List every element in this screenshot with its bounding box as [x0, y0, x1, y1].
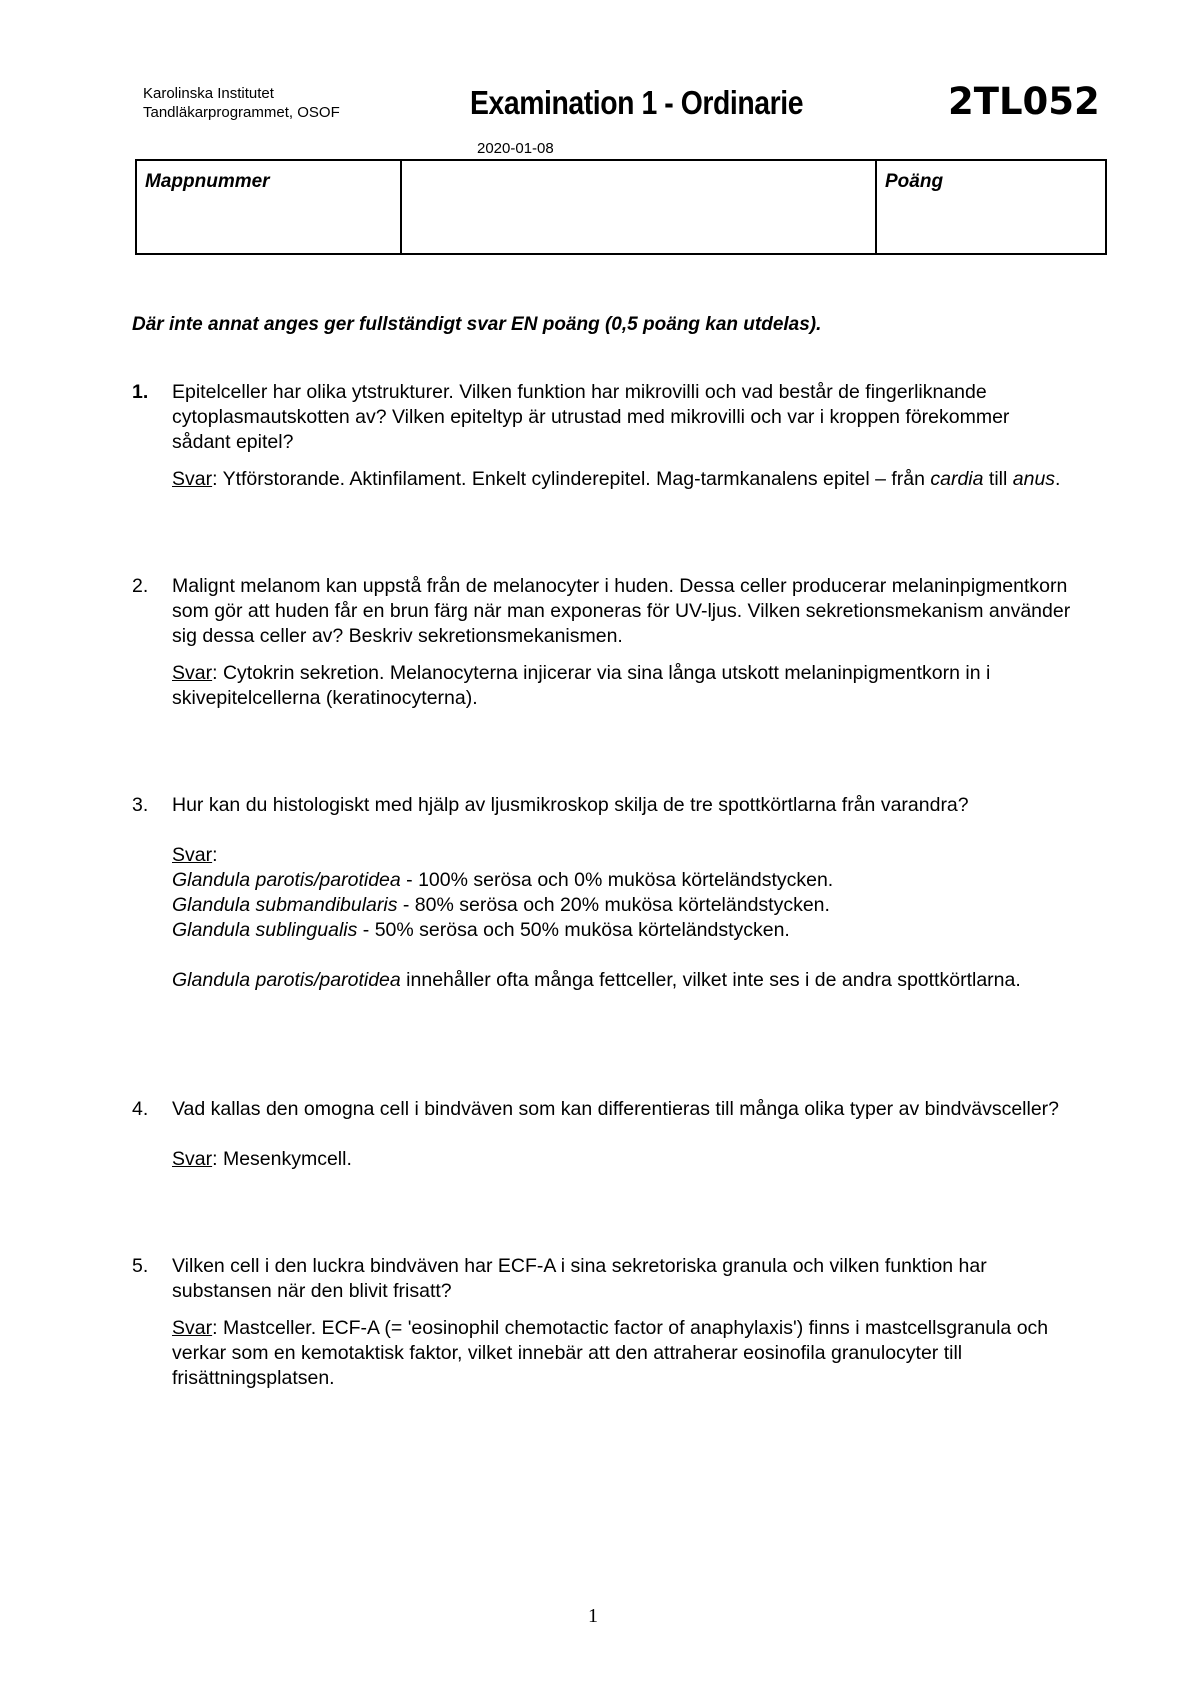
answer-text: :	[212, 844, 218, 866]
answer-text: till	[983, 468, 1013, 490]
instructions: Där inte annat anges ger fullständigt svar EN poäng (0,5 poäng kan utdelas).	[132, 314, 822, 335]
question-text: Epitelceller har olika ytstrukturer. Vilken funktion har mikrovilli och vad består de fingerliknande cytoplasmautskotten av? Vilken epiteltyp är utrustad med mikrovilli och var i kroppen förekommer sådant epitel?	[172, 381, 1010, 453]
answer-text: - 100% serösa och 0% mukösa körteländstycken.	[400, 869, 834, 891]
gland-name: Glandula parotis/parotidea	[172, 869, 401, 891]
mappnummer-label: Mappnummer	[137, 161, 402, 253]
answer-label: Svar	[172, 662, 213, 684]
question-text: Hur kan du histologiskt med hjälp av ljusmikroskop skilja de tre spottkörtlarna från varandra?	[172, 794, 969, 816]
answer-line	[172, 868, 1072, 893]
gland-name: Glandula sublingualis	[172, 919, 358, 941]
answer-extra	[172, 968, 1072, 993]
question-2	[132, 574, 1072, 711]
gland-name: Glandula submandibularis	[172, 894, 398, 916]
answer	[172, 1316, 1072, 1391]
question-3	[132, 793, 1072, 993]
answer-text: innehåller ofta många fettceller, vilket inte ses i de andra spottkörtlarna.	[400, 969, 1021, 991]
answer-text: : Mesenkymcell.	[212, 1148, 352, 1170]
program-name: Tandläkarprogrammet, OSOF	[143, 104, 340, 121]
answer	[172, 661, 1072, 711]
question-4	[132, 1097, 1072, 1172]
question-number: 1.	[132, 381, 149, 403]
answer	[172, 843, 1072, 868]
header-grid	[135, 159, 1107, 255]
answer-italic: cardia	[930, 468, 984, 490]
answer-line	[172, 918, 1072, 943]
answer	[172, 1147, 1072, 1172]
mappnummer-field[interactable]	[402, 161, 877, 253]
question-text: Vilken cell i den luckra bindväven har ECF-A i sina sekretoriska granula och vilken funktion har substansen när den blivit frisatt?	[172, 1255, 987, 1302]
question-5	[132, 1254, 1072, 1391]
answer-italic: anus	[1012, 468, 1056, 490]
poang-label: Poäng	[885, 171, 944, 192]
course-code: 2TL052	[948, 80, 1100, 123]
answer-text: : Ytförstorande. Aktinfilament. Enkelt cylinderepitel. Mag-tarmkanalens epitel – från	[212, 468, 931, 490]
exam-date: 2020-01-08	[477, 140, 554, 157]
answer-text: .	[1055, 468, 1061, 490]
question-text: Vad kallas den omogna cell i bindväven som kan differentieras till många olika typer av bindvävsceller?	[172, 1098, 1060, 1120]
question-number: 4.	[132, 1098, 149, 1120]
answer-line	[172, 893, 1072, 918]
gland-name: Glandula parotis/parotidea	[172, 969, 401, 991]
page-number: 1	[588, 1605, 598, 1627]
question-1	[132, 380, 1072, 492]
answer-label: Svar	[172, 468, 213, 490]
answer-label: Svar	[172, 844, 213, 866]
institute-name: Karolinska Institutet	[143, 85, 274, 102]
question-number: 5.	[132, 1255, 149, 1277]
answer-text: - 80% serösa och 20% mukösa körteländstycken.	[397, 894, 830, 916]
answer-text: : Cytokrin sekretion. Melanocyterna injicerar via sina långa utskott melaninpigmentkorn in i skivepitelcellerna (keratinocyterna).	[172, 662, 991, 709]
institute-block	[143, 84, 340, 122]
answer-label: Svar	[172, 1148, 213, 1170]
question-text: Malignt melanom kan uppstå från de melanocyter i huden. Dessa celler producerar melaninpigmentkorn som gör att huden får en brun färg när man exponeras för UV-ljus. Vilken sekretionsmekanism använder sig dessa celler av? Beskriv sekretionsmekanismen.	[172, 575, 1071, 647]
answer-text: - 50% serösa och 50% mukösa körteländstycken.	[357, 919, 790, 941]
exam-title: Examination 1 - Ordinarie	[470, 84, 804, 121]
answer-label: Svar	[172, 1317, 213, 1339]
answer	[172, 467, 1072, 492]
answer-text: : Mastceller. ECF-A (= 'eosinophil chemotactic factor of anaphylaxis') finns i mastcellsgranula och verkar som en kemotaktisk faktor, vilket innebär att den attraherar eosinofila granulocyter till frisättningsplatsen.	[172, 1317, 1049, 1389]
question-number: 3.	[132, 794, 149, 816]
question-number: 2.	[132, 575, 149, 597]
